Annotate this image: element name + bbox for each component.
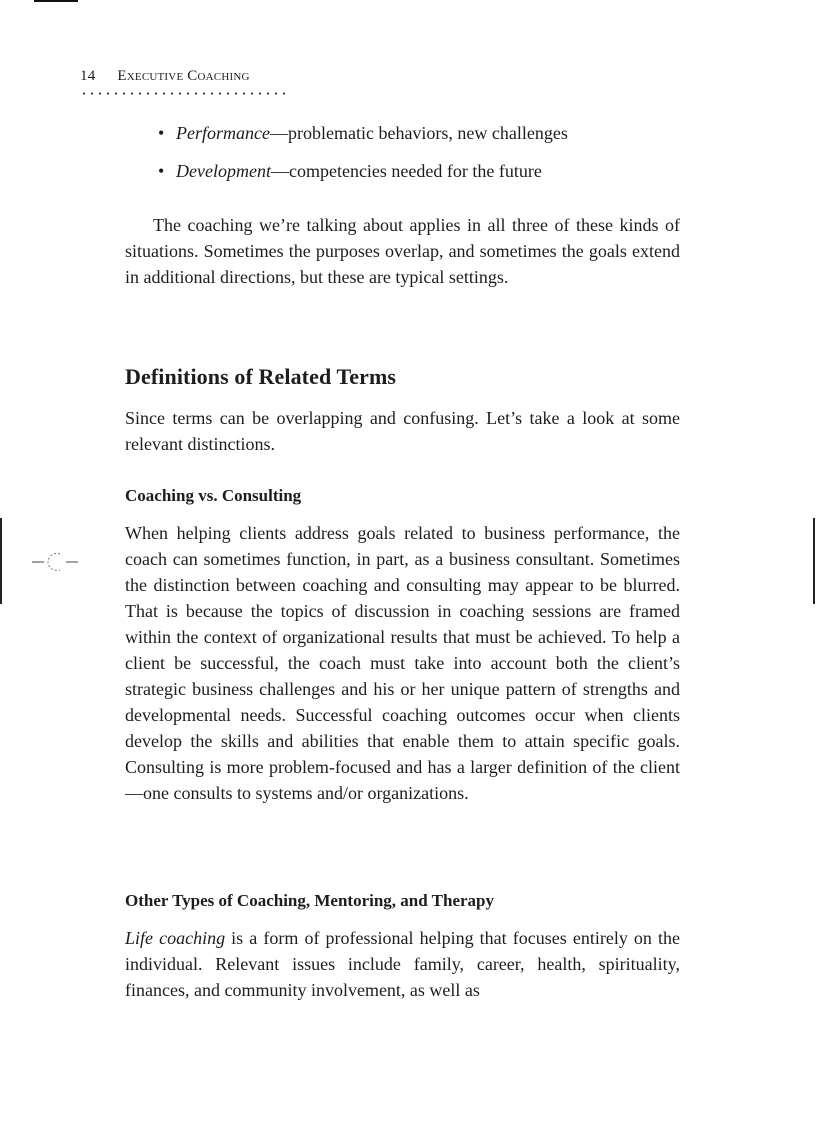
page-number: 14 bbox=[80, 68, 96, 84]
section-heading: Definitions of Related Terms bbox=[125, 364, 397, 389]
consulting-paragraph: When helping clients address goals related to business performance, the coach can sometimes function, in part, as a business consultant. Sometimes the distinction between coaching and consulting may appear to be blurred. That is because the topics of discussion in coaching sessions are framed within the context of organizational results that must be achieved. To help a client be successful, the coach must take into account both the client’s strategic business challenges and his or her unique pattern of strengths and developmental needs. Successful coaching outcomes occur when clients develop the skills and abilities that enable them to attain specific goals. Consulting is more problem-focused and has a larger definition of the client—one consults to systems and/or organizations. bbox=[125, 523, 680, 803]
running-header bbox=[80, 68, 250, 85]
crop-line-right bbox=[813, 518, 815, 604]
life-coaching-paragraph bbox=[125, 925, 680, 1003]
top-rule bbox=[34, 0, 78, 2]
bullet-term: Performance bbox=[176, 123, 270, 143]
bullet-item bbox=[158, 121, 698, 159]
crop-line-left bbox=[0, 518, 2, 604]
subsection-heading-consulting: Coaching vs. Consulting bbox=[125, 486, 302, 505]
bullet-term: Development bbox=[176, 161, 271, 181]
section-intro-paragraph: Since terms can be overlapping and confusing. Let’s take a look at some relevant distinctions. bbox=[125, 408, 680, 454]
running-title: Executive Coaching bbox=[117, 68, 250, 84]
subsection-heading-other: Other Types of Coaching, Mentoring, and Therapy bbox=[125, 891, 494, 910]
bullet-list bbox=[158, 121, 698, 197]
intro-paragraph: The coaching we’re talking about applies in all three of these kinds of situations. Sometimes the purposes overlap, and sometimes the goals extend in additional directions, but these are typical settings. bbox=[125, 215, 680, 287]
life-coaching-text: is a form of professional helping that focuses entirely on the individual. Relevant issues include family, career, health, spirituality, finances, and community involvement, as well as bbox=[125, 928, 680, 1000]
bullet-item bbox=[158, 159, 698, 197]
registration-mark-icon bbox=[30, 548, 80, 576]
bullet-text: —competencies needed for the future bbox=[270, 161, 542, 181]
life-coaching-term: Life coaching bbox=[125, 928, 226, 948]
header-dotted-rule bbox=[80, 92, 286, 95]
bullet-text: —problematic behaviors, new challenges bbox=[269, 123, 568, 143]
bullet-dot-icon: • bbox=[158, 161, 165, 181]
bullet-dot-icon: • bbox=[158, 123, 165, 143]
